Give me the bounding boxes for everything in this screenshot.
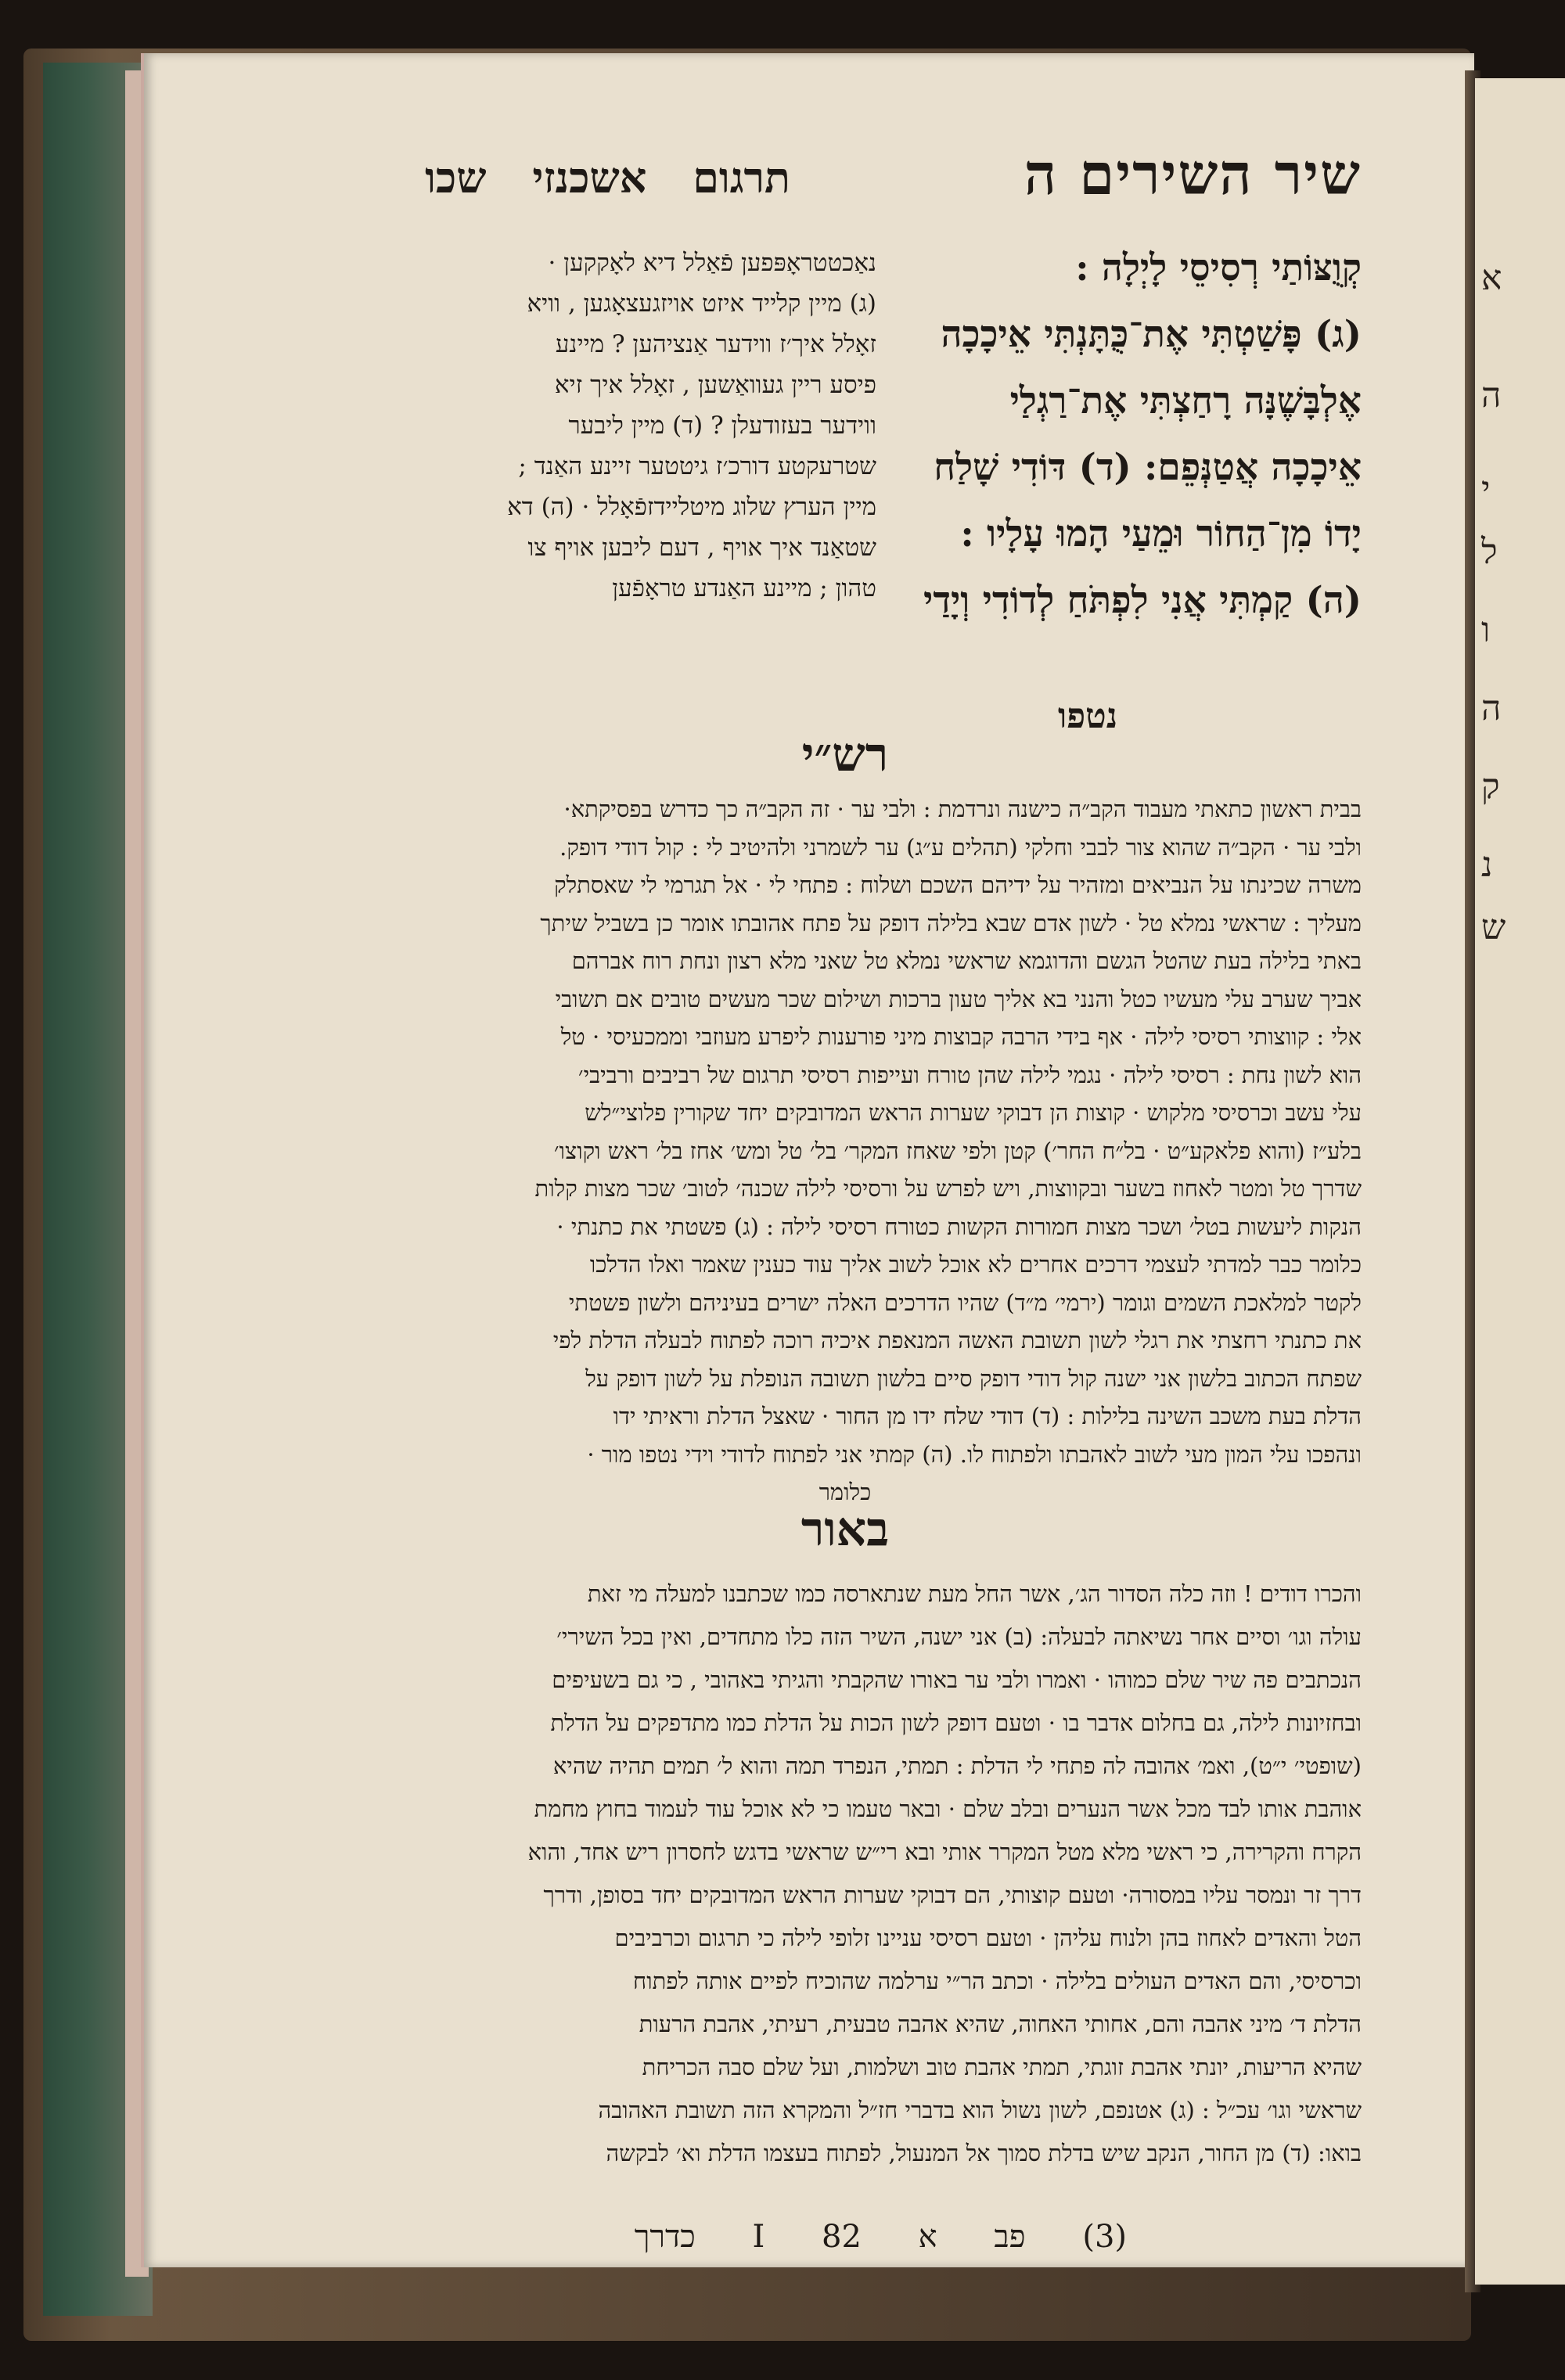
biur-line: עולה וגו׳ וסיים אחר נשיאתה לבעלה: (ב) אני ישנה, השיר הזה כלו מתחדים, ואין בכל השירי׳ [556, 1623, 1362, 1650]
rashi-line: שדרך טל ומטר לאחוז בשער ובקווצות, ויש לפרש על ורסיסי לילה שכנה׳ לטוב׳ שכר מצות קלות [534, 1175, 1362, 1202]
rashi-heading: רש״י [801, 728, 889, 782]
rashi-line: ולבי ער · הקב״ה שהוא צור לבבי וחלקי (תהלים ע״ג) ער לשמרני ולהיטיב לי : קול דודי דופק. [559, 833, 1362, 861]
biur-line: הקרח והקרירה, כי ראשי מלא מטל המקרר אותי ובא רי״ש שראשי בדגש לחסרון ריש אחד, והוא [527, 1839, 1362, 1865]
rashi-line: אביך שערב עלי מעשיו כטל והנני בא אליך טעון ברכות ושילום שכר מעשים טובים אם תשובי [555, 985, 1362, 1012]
rashi-commentary [329, 790, 1362, 1512]
verse-line: (ה) קַמְתִּי אֲנִי לִפְתֹּחַ לְדוֹדִי וְיָדַי [923, 579, 1362, 622]
rashi-line: הוא לשון נחת : רסיסי לילה · נגמי לילה שהן טורח ועייפות רסיסי תרגום של רביבים ורביבי׳ [577, 1061, 1362, 1088]
facing-page-fragment: ש [1481, 908, 1506, 947]
translation-line: (ג) מיין קלייד איזט אויזגעצאָגען , וויא [527, 289, 876, 318]
biur-line: הדלת ד׳ מיני אהבה והם, אחותי האחוה, שהיא אהבה טבעית, רעיתי, אהבת הרעות [639, 2011, 1362, 2037]
biur-line: (שופטי׳ י״ט), ואמ׳ אהובה לה פתחי לי הדלת : תמתי, הנפרד תמה והוא ל׳ תמים תהיה שהיא [552, 1753, 1362, 1779]
facing-page-fragment: ל [1481, 532, 1498, 572]
translation-line: שטרעקטע דורכ׳ז גיטטער זיינע האַנד ; [518, 452, 876, 480]
biur-heading: באור [800, 1502, 890, 1557]
rashi-line: שפתח הכתוב בלשון אני ישנה קול דודי דופק סיים בלשון תשובה הנופלת על לשון דופק על [585, 1364, 1362, 1392]
facing-page-fragment: א [1481, 258, 1502, 298]
biur-line: דרך זר ונמסר עליו במסורה· וטעם קוצותי, הם דבוקי שערות הראש המדובקים יחד בסופן, ודרך [543, 1882, 1362, 1908]
biur-line: והכרו דודים ! וזה כלה הסדור הג׳, אשר החל מעת שנתארסה כמו שכתבנו למעלה מי זאת [587, 1580, 1362, 1607]
translation-line: טהון ; מיינע האַנדע טראָפֿען [612, 574, 876, 602]
verse-line: אֶלְבָּשֶׁנָּה רָחַצְתִּי אֶת־רַגְלַי [1009, 379, 1362, 422]
facing-page-edge [1475, 78, 1565, 2285]
facing-page-fragment: נ [1481, 845, 1493, 885]
verse-line: (ג) פָּשַׁטְתִּי אֶת־כֻּתָּנְתִּי אֵיכָכָה [941, 313, 1362, 356]
rashi-line: באתי בלילה בעת שהטל הגשם והדוגמא שראשי נמלא טל שאני מלא רצון ונחת רוח אברהם [571, 947, 1362, 974]
signature-mark: (3) [1082, 2219, 1127, 2255]
folio-number: 82 I [752, 2219, 862, 2255]
biur-line: הנכתבים פה שיר שלם כמוהו · ואמרו ולבי ער באורו שהקבתי והגיתי באהובי , כי גם בשעיפים [552, 1666, 1362, 1693]
translation-line: זאָלל איך׳ז ווידער אַנציהען ? מיינע [555, 330, 876, 358]
page-footer [344, 2218, 1127, 2255]
facing-page-fragment: ה [1481, 376, 1502, 415]
rashi-line: בבית ראשון כתאתי מעבוד הקב״ה כישנה ונרדמת : ולבי ער · זה הקב״ה כך כדרש בפסיקתא· [563, 796, 1362, 822]
biur-line: אוהבת אותו לבד מכל אשר הנערים ובלב שלם · ובאר טעמו כי לא אוכל עוד לעמוד בחוץ מחמת [534, 1796, 1362, 1822]
verse-line: קְוֻצּוֹתַי רְסִיסֵי לָיְלָה : [1075, 246, 1362, 289]
translation-line: נאַכטטראָפּפען פֿאַלל דיא לאָקקען · [548, 249, 876, 277]
translation-line: שטאַנד איך אויף , דעם ליבען אויף צו [527, 534, 876, 562]
verse-catchword: נטפו [1057, 696, 1118, 736]
translation-line: מיין הערץ שלוג מיטליידזפֿאָלל · (ה) דא [507, 493, 876, 521]
biur-line: וכרסיסי, והם האדים העולים בלילה · וכתב הר״י ערלמה שהוכיח לפיים אותה לפתוח [633, 1968, 1362, 1994]
rashi-line: אלי : קווצותי רסיסי לילה · אף בידי הרבה קבוצות מיני פורענות ליפרע מעוזבי וממכעיסי · טל [560, 1023, 1362, 1050]
rashi-line: מעליך : שראשי נמלא טל · לשון אדם שבא בלילה דופק על פתח אהובתו אומר כן בשביל שיתך [540, 909, 1362, 937]
biur-line: ובחזיונות לילה, גם בחלום אדבר בו · וטעם דופק לשון הכות על הדלת כמו מתדפקים על הדלת [550, 1710, 1362, 1736]
facing-page-fragment: ה [1481, 688, 1502, 728]
translation-line: ווידער בעזודעלן ? (ד) מיין ליבער [568, 412, 876, 440]
biur-line: שהיא הריעות, יונתי אהבת זוגתי, תמתי אהבת טוב ושלמות, ועל שלם סבה הכריחת [642, 2054, 1362, 2080]
facing-page-fragment: ק [1481, 767, 1500, 807]
running-title-hebrew: שיר השירים ה [1024, 141, 1362, 207]
rashi-line: כלומר כבר למדתי לעצמי דרכים אחרים לא אוכל לשוב אליך עוד כענין שאמר ואלו הדלכו [589, 1251, 1362, 1278]
verse-column [908, 235, 1362, 634]
rashi-line: לקטר למלאכת השמים וגומר (ירמי׳ מ״ד) שהיו הדרכים האלה ישרים בעיניהם ולשון פשטתי [568, 1289, 1362, 1316]
facing-page-fragment: ו [1481, 610, 1491, 650]
rashi-line: כלומר [818, 1479, 872, 1505]
rashi-line: משרה שכינתו על הנביאים ומזהיר על ידיהם השכם ושלוח : פתחי לי · אל תגרמי לי שאסתלק [554, 872, 1362, 898]
verse-line: אֵיכָכָה אֲטַנְּפֵם: (ד) דּוֹדִי שָׁלַח [934, 446, 1362, 489]
sheet-mark: פב א [918, 2219, 1026, 2255]
verse-line: יָדוֹ מִן־הַחוֹר וּמֵעַי הָמוּ עָלָיו : [960, 512, 1362, 555]
rashi-line: את כתנתי רחצתי את רגלי לשון תשובת האשה המנאפת איכיה רוכה לפתוח לבעלה הדלת לפי [552, 1327, 1362, 1354]
biur-commentary [329, 1573, 1362, 2175]
biur-line: בואו: (ד) מן החור, הנקב שיש בדלת סמוך אל המנעול, לפתוח בעצמו הדלת וא׳ לבקשה [606, 2140, 1362, 2166]
rashi-line: ונהפכו עלי המון מעי לשוב לאהבתו ולפתוח לו. (ה) קמתי אני לפתוח לדודי וידי נטפו מור · [587, 1440, 1362, 1468]
running-title-translation: תרגום אשכנזי שכו [425, 153, 790, 203]
catchword: כדרך [634, 2219, 696, 2255]
rashi-line: הדלת בעת משכב השינה בלילות : (ד) דודי שלח ידו מן החור · שאצל הדלת וראיתי ידו [613, 1403, 1362, 1429]
biur-line: הטל והאדים לאחוז בהן ולנוח עליהן · וטעם רסיסי עניינו זלופי לילה כי תרגום וכרביבים [614, 1925, 1362, 1951]
rashi-line: בלע״ז (והוא פלאקע״ט · בל״ח החר׳) קטן ולפי שאחז המקר׳ בל׳ טל ומש׳ אחז בל׳ ראש וקוצו׳ [553, 1137, 1362, 1164]
translation-column [336, 243, 876, 609]
rashi-line: הנקות ליעשות בטל׳ ושכר מצות חמורות הקשות כטורח רסיסי לילה : (ג) פשטתי את כתנתי · [556, 1213, 1362, 1240]
translation-line: פיסע ריין געוואַשען , זאָלל איך זיא [554, 371, 876, 399]
facing-page-fragment: י [1481, 469, 1491, 509]
rashi-line: עלי עשב וכרסיסי מלקוש · קוצות הן דבוקי שערות הראש המדובקים יחד שקורין פלוצי״לש [585, 1099, 1362, 1126]
biur-line: שראשי וגו׳ עכ״ל : (ג) אטנפם, לשון נשול הוא בדברי חז״ל והמקרא הזה תשובת האהובה [598, 2097, 1362, 2123]
